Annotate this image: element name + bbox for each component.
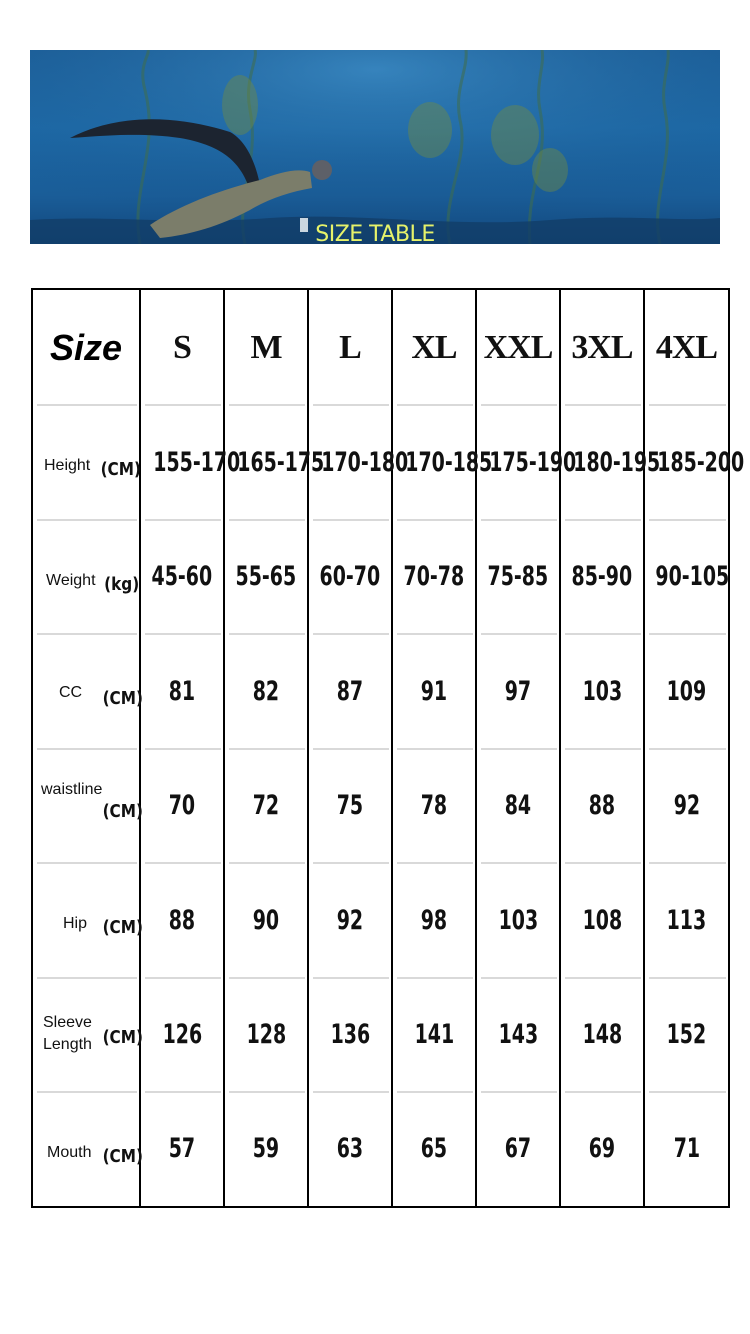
row-label-wrap: [33, 520, 139, 635]
size-value-cell: [644, 863, 729, 978]
row-divider: [565, 404, 641, 406]
row-divider: [649, 977, 726, 979]
size-value-cell: [392, 749, 476, 864]
row-divider: [313, 633, 389, 635]
row-label-cell: [32, 520, 140, 635]
table-row: [32, 1092, 729, 1207]
row-divider: [229, 977, 305, 979]
row-divider: [145, 748, 221, 750]
size-value: 109: [666, 675, 707, 707]
row-divider: [649, 748, 726, 750]
size-value-cell: [140, 863, 224, 978]
size-value-cell: [224, 1092, 308, 1207]
row-label: Hip: [63, 915, 88, 932]
size-value: 65: [420, 1133, 448, 1165]
size-value-cell: [224, 863, 308, 978]
table-row: [32, 405, 729, 520]
row-divider: [397, 633, 473, 635]
size-value-cell: [560, 749, 644, 864]
size-value-cell: [308, 749, 392, 864]
size-col-xxl: [476, 289, 560, 405]
row-label: Height: [44, 457, 91, 474]
size-col-s: [140, 289, 224, 405]
row-divider: [565, 1091, 641, 1093]
size-value: 60-70: [319, 561, 381, 593]
row-label: Weight: [46, 571, 96, 589]
size-value: 57: [168, 1133, 196, 1165]
size-value-cell: [560, 405, 661, 520]
size-value-cell: [476, 520, 560, 635]
size-value-cell: [308, 520, 392, 635]
row-divider: [397, 862, 473, 864]
row-label-wrap: [33, 978, 144, 1093]
size-value-cell: [644, 749, 729, 864]
row-label-cell: [32, 634, 144, 749]
size-heading: L: [339, 328, 361, 366]
size-value-cell: [392, 1092, 476, 1207]
row-divider: [313, 404, 389, 406]
row-divider: [481, 977, 557, 979]
row-label-line2: Length: [43, 1035, 92, 1053]
size-value-cell: [644, 978, 729, 1093]
row-divider: [229, 748, 305, 750]
row-unit: (CM): [100, 459, 142, 480]
row-label-cell: [32, 749, 144, 864]
row-divider: [313, 1091, 389, 1093]
size-value: 155-170: [153, 446, 241, 478]
size-value: 72: [252, 790, 280, 822]
size-value: 103: [582, 675, 622, 707]
size-heading: XXL: [483, 328, 553, 366]
size-value: 55-65: [235, 561, 297, 593]
size-col-4xl: [644, 289, 729, 405]
row-divider: [649, 862, 726, 864]
size-col-3xl: [560, 289, 644, 405]
size-value: 63: [336, 1133, 364, 1165]
size-value: 78: [420, 790, 448, 822]
row-divider: [229, 1091, 305, 1093]
row-divider: [229, 633, 305, 635]
size-value: 90: [252, 904, 280, 936]
table-row: [32, 749, 729, 864]
size-value: 141: [414, 1019, 454, 1051]
table-row: [32, 978, 729, 1093]
row-label-cell: [32, 978, 144, 1093]
size-value-cell: [476, 634, 560, 749]
row-divider: [397, 1091, 473, 1093]
row-label-wrap: [33, 1092, 144, 1206]
row-divider: [565, 519, 641, 521]
row-label-wrap: [33, 749, 144, 864]
row-divider: [481, 633, 557, 635]
size-value: 45-60: [151, 561, 213, 593]
row-divider: [313, 862, 389, 864]
row-divider: [481, 519, 557, 521]
row-divider: [397, 977, 473, 979]
size-value-cell: [392, 405, 493, 520]
size-value-cell: [644, 520, 729, 635]
size-value: 90-105: [655, 561, 730, 593]
size-value: 59: [252, 1133, 280, 1165]
row-label: Mouth: [47, 1144, 92, 1161]
size-value: 81: [168, 675, 196, 707]
size-value-cell: [644, 1092, 729, 1207]
size-value: 87: [336, 675, 364, 707]
row-divider: [145, 633, 221, 635]
row-label-wrap: [33, 405, 142, 520]
size-value: 85-90: [571, 561, 633, 593]
row-divider: [649, 519, 726, 521]
size-value: 180-195: [573, 446, 661, 478]
row-label-wrap: [33, 863, 144, 978]
size-value-cell: [308, 405, 409, 520]
row-label: Sleeve: [43, 1013, 92, 1031]
row-label-wrap: [33, 634, 144, 749]
size-col-l: [308, 289, 392, 405]
row-divider: [481, 404, 557, 406]
row-divider: [145, 404, 221, 406]
size-heading: 3XL: [571, 328, 633, 366]
size-value-cell: [140, 405, 241, 520]
table-row: [32, 520, 729, 635]
underwater-diver-illustration: [30, 50, 720, 244]
size-value: 165-175: [237, 446, 325, 478]
size-col-xl: [392, 289, 476, 405]
row-divider: [313, 977, 389, 979]
row-divider: [229, 862, 305, 864]
row-divider: [565, 977, 641, 979]
row-divider: [565, 862, 641, 864]
size-value-cell: [476, 1092, 560, 1207]
size-value-cell: [308, 978, 392, 1093]
size-value-cell: [224, 520, 308, 635]
size-heading: XL: [411, 328, 457, 366]
size-value: 91: [420, 675, 448, 707]
size-value: 128: [246, 1019, 286, 1051]
banner-title: SIZE TABLE: [315, 222, 435, 244]
size-value-cell: [308, 1092, 392, 1207]
size-value: 126: [162, 1019, 202, 1051]
row-divider: [481, 748, 557, 750]
size-value-cell: [224, 634, 308, 749]
size-value-cell: [644, 405, 745, 520]
size-value-cell: [308, 634, 392, 749]
row-divider: [397, 519, 473, 521]
size-value: 113: [666, 904, 707, 936]
size-value-cell: [392, 978, 476, 1093]
size-value: 170-180: [321, 446, 409, 478]
row-label: CC: [59, 684, 83, 701]
row-unit: (CM): [102, 1026, 144, 1048]
size-value-cell: [140, 634, 224, 749]
row-divider: [313, 748, 389, 750]
size-value-cell: [224, 978, 308, 1093]
size-value-cell: [140, 520, 224, 635]
row-divider: [145, 1091, 221, 1093]
size-value: 84: [504, 790, 532, 822]
size-value-cell: [392, 520, 476, 635]
size-value: 143: [498, 1019, 538, 1051]
size-value: 103: [498, 904, 538, 936]
banner-image: [30, 50, 720, 244]
size-value: 70-78: [403, 561, 465, 593]
size-value: 88: [168, 904, 196, 936]
table-row: [32, 634, 729, 749]
row-divider: [145, 977, 221, 979]
size-heading: M: [250, 328, 282, 366]
row-divider: [229, 519, 305, 521]
row-unit: (CM): [102, 1146, 144, 1167]
size-value-cell: [560, 978, 644, 1093]
row-divider: [145, 862, 221, 864]
row-divider: [565, 633, 641, 635]
size-value-cell: [392, 634, 476, 749]
size-value-cell: [224, 405, 325, 520]
size-value: 108: [582, 904, 622, 936]
size-label: Size: [49, 326, 123, 368]
table-row: [32, 863, 729, 978]
size-value: 92: [673, 790, 700, 822]
row-label-cell: [32, 863, 144, 978]
row-unit: (kg): [104, 573, 140, 595]
row-divider: [397, 404, 473, 406]
size-value-cell: [140, 978, 224, 1093]
size-value-cell: [224, 749, 308, 864]
row-divider: [145, 519, 221, 521]
size-value-cell: [560, 634, 644, 749]
size-value: 185-200: [657, 446, 745, 478]
size-heading: S: [173, 328, 191, 366]
row-divider: [481, 862, 557, 864]
size-heading: 4XL: [655, 328, 718, 366]
header-row: [32, 289, 729, 405]
row-label-cell: [32, 405, 140, 520]
row-label-cell: [32, 1092, 144, 1207]
size-value-cell: [140, 1092, 224, 1207]
size-value: 98: [420, 904, 448, 936]
row-label: waistline: [41, 780, 103, 798]
size-value: 75: [336, 790, 364, 822]
row-divider: [313, 519, 389, 521]
size-value-cell: [476, 863, 560, 978]
size-corner-label: [32, 289, 140, 405]
row-divider: [649, 633, 726, 635]
size-value: 67: [504, 1133, 532, 1165]
size-value: 175-190: [489, 446, 577, 478]
size-value: 70: [168, 790, 196, 822]
size-value-cell: [140, 749, 224, 864]
size-value: 82: [252, 675, 280, 707]
size-value-cell: [476, 978, 560, 1093]
size-col-m: [224, 289, 308, 405]
row-divider: [229, 404, 305, 406]
row-unit: (CM): [102, 800, 144, 822]
row-divider: [565, 748, 641, 750]
size-value: 69: [588, 1133, 616, 1165]
row-divider: [649, 404, 726, 406]
size-value-cell: [476, 749, 560, 864]
size-value-cell: [476, 405, 577, 520]
size-value-cell: [560, 520, 644, 635]
row-unit: (CM): [102, 688, 144, 709]
row-divider: [397, 748, 473, 750]
size-value: 136: [330, 1019, 370, 1051]
size-value-cell: [560, 863, 644, 978]
size-value: 88: [588, 790, 616, 822]
size-value: 92: [336, 904, 364, 936]
size-value: 170-185: [405, 446, 493, 478]
size-value-cell: [308, 863, 392, 978]
size-value: 71: [673, 1133, 700, 1165]
row-unit: (CM): [102, 917, 144, 938]
size-value-cell: [560, 1092, 644, 1207]
row-divider: [649, 1091, 726, 1093]
size-table: [31, 288, 745, 1208]
size-value-cell: [644, 634, 729, 749]
size-value: 148: [582, 1019, 622, 1051]
row-divider: [481, 1091, 557, 1093]
size-value: 75-85: [487, 561, 549, 593]
size-value: 152: [666, 1019, 707, 1051]
size-value: 97: [504, 675, 532, 707]
size-value-cell: [392, 863, 476, 978]
